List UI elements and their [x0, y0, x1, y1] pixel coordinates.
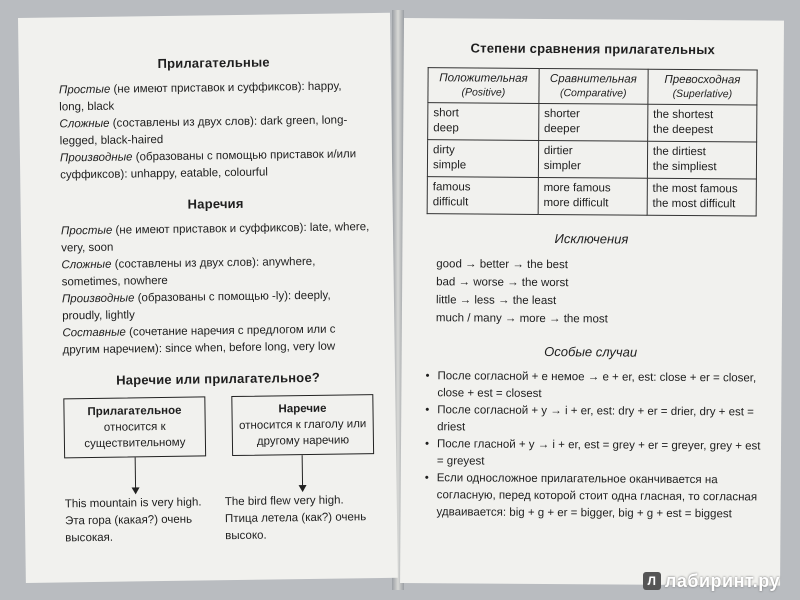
degrees-table	[427, 67, 758, 216]
adverb-example-ru: Птица летела (как?) очень высоко.	[224, 511, 367, 543]
adjectives-title: Прилагательные	[157, 54, 270, 72]
adverb-box-title: Наречие	[278, 402, 327, 416]
table-row	[427, 177, 756, 216]
adverb-box	[231, 394, 374, 456]
table-cell: the shortest the deepest	[647, 104, 756, 142]
header-en: (Comparative)	[559, 87, 627, 100]
adj-compound-text: (составлены из двух слов): dark green, long-legged, black-haired	[59, 114, 348, 148]
special-cases-title: Особые случаи	[544, 343, 638, 360]
special-case-text: После согласной + е немое → е + er, est: close + er = closer, close + est = closest	[437, 370, 757, 400]
adjective-example-ru: Эта гора (какая?) очень высокая.	[64, 513, 193, 545]
down-arrows-icon	[64, 454, 375, 496]
adj-derived-label: Производные	[59, 151, 133, 165]
adj-simple-text: (не имеют приставок и суффиксов): happy, long, black	[59, 80, 342, 114]
adverb-or-adjective-title: Наречие или прилагательное?	[116, 369, 321, 388]
list-item	[425, 436, 763, 472]
adv-composite-label: Составные	[62, 326, 126, 340]
table-cell: short deep	[428, 103, 539, 141]
header-ru: Положительная	[439, 72, 528, 85]
list-item	[425, 368, 763, 404]
adj-derived-text: (образованы с помощью приставок и/или суффиксов): unhappy, eatable, colourful	[60, 148, 357, 182]
watermark	[643, 571, 780, 592]
header-ru: Превосходная	[664, 73, 741, 87]
watermark-text: лабиринт.ру	[664, 571, 780, 591]
adv-derived-label: Производные	[61, 292, 135, 306]
adverb-example-en: The bird flew very high.	[224, 494, 344, 509]
header-ru: Сравнительная	[549, 73, 637, 86]
adj-compound-label: Сложные	[59, 117, 110, 131]
table-cell: dirtier simpler	[538, 140, 647, 178]
labirint-logo-icon: Л	[643, 572, 661, 590]
adj-simple-label: Простые	[58, 83, 111, 97]
bullet-icon: •	[425, 404, 430, 417]
adverbs-section	[61, 194, 373, 359]
degrees-title: Степени сравнения прилагательных	[470, 40, 716, 58]
exception-item: much / many → more → the most	[435, 312, 608, 326]
table-row	[428, 103, 757, 142]
table-cell: shorter deeper	[538, 103, 647, 141]
table-cell: more famous more difficult	[538, 177, 647, 215]
adverb-example	[225, 492, 376, 545]
adjective-box-text: относится к существительному	[84, 420, 186, 451]
adv-simple-label: Простые	[60, 224, 113, 238]
table-row	[427, 140, 756, 179]
special-cases-list	[416, 368, 763, 523]
adv-simple-text: (не имеют приставок и суффиксов): late, where, very, soon	[61, 221, 370, 255]
exception-item: good → better → the best	[436, 258, 569, 272]
table-cell: dirty simple	[427, 140, 538, 178]
definition-boxes	[63, 394, 374, 458]
examples	[65, 492, 376, 547]
adv-compound-text: (составлены из двух слов): anywhere, sometimes, nowhere	[61, 255, 316, 289]
exception-item: bad → worse → the worst	[436, 276, 569, 290]
adverb-or-adjective-section	[63, 369, 375, 547]
table-header-cell	[648, 69, 757, 105]
table-cell: the most famous the most difficult	[647, 178, 756, 216]
exceptions-list	[436, 255, 764, 329]
special-case-text: После гласной + y → i + er, est = grey + er = greyer, grey + est = greyest	[436, 438, 761, 468]
adv-derived-text: (образованы с помощью -ly): deeply, proudly, lightly	[62, 289, 331, 323]
table-header-cell	[539, 68, 648, 104]
bullet-icon: •	[424, 472, 429, 485]
right-page	[400, 18, 784, 586]
adv-composite-text: (сочетание наречия с предлогом или с другим наречием): since when, before long, very low	[62, 323, 336, 357]
arrows-connector	[64, 454, 375, 496]
list-item	[425, 402, 763, 438]
special-case-text: Если односложное прилагательное оканчивается на согласную, перед которой стоит одна гласная, то согласная удваивается: big + g + er = bigger, big + g + est = biggest	[436, 472, 758, 521]
header-en: (Superlative)	[672, 87, 733, 101]
adverbs-title: Наречия	[187, 195, 244, 212]
bullet-icon: •	[424, 438, 430, 451]
adjective-example-en: This mountain is very high.	[64, 496, 202, 511]
left-page	[18, 13, 398, 583]
header-en: (Positive)	[461, 86, 506, 99]
adjectives-section	[59, 53, 371, 184]
bullet-icon: •	[425, 370, 430, 383]
exception-item: little → less → the least	[435, 294, 557, 308]
exceptions-title: Исключения	[554, 231, 629, 247]
table-cell: famous difficult	[427, 177, 538, 215]
adjective-box	[63, 396, 206, 458]
list-item	[424, 470, 762, 523]
adjective-box-title: Прилагательное	[87, 404, 182, 419]
table-cell: the dirtiest the simpliest	[647, 141, 756, 179]
adverb-box-text: относится к глаголу или другому наречию	[239, 418, 367, 448]
table-header-cell	[428, 68, 539, 104]
adv-compound-label: Сложные	[61, 258, 112, 272]
special-case-text: После согласной + y → i + er, est: dry + er = drier, dry + est = driest	[437, 404, 754, 434]
adjective-example	[65, 494, 216, 547]
